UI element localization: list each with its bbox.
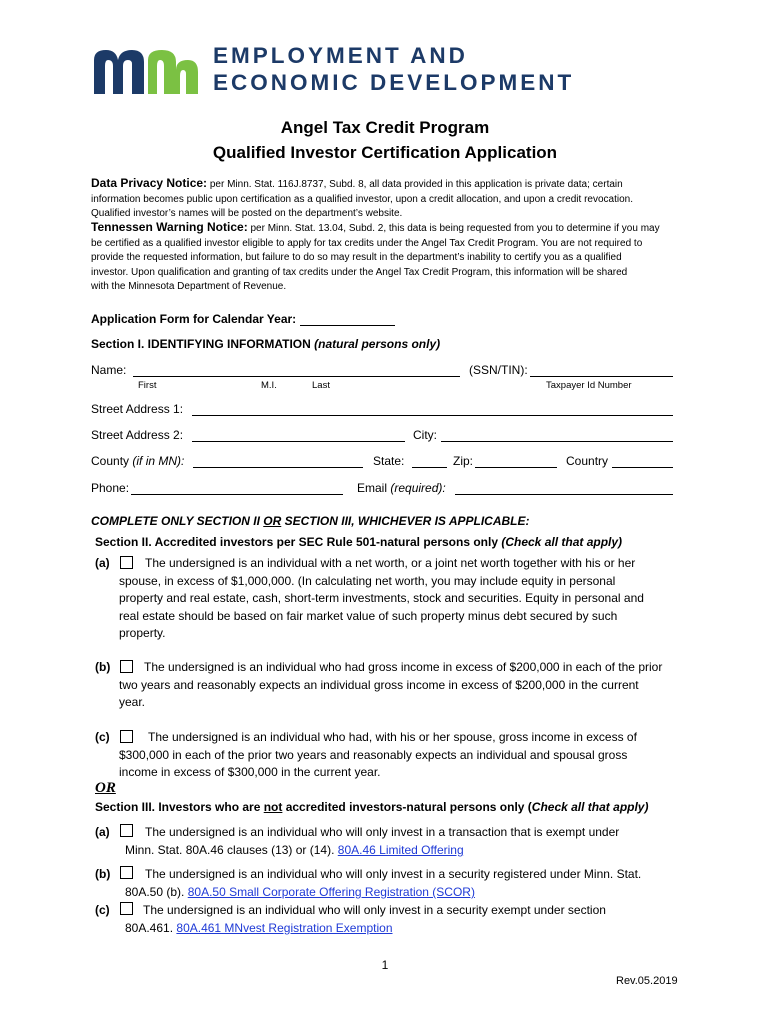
section-2-item-a-tag: (a) bbox=[95, 556, 110, 570]
taxpayer-id-sublabel: Taxpayer Id Number bbox=[546, 380, 632, 391]
program-title: Angel Tax Credit Program bbox=[280, 118, 490, 137]
email-label: Email bbox=[357, 481, 388, 495]
or-divider: OR bbox=[95, 780, 116, 796]
instruction-text bbox=[91, 514, 530, 528]
section-2-heading bbox=[95, 535, 622, 549]
street-address-2-label: Street Address 2: bbox=[91, 428, 184, 442]
city-field[interactable] bbox=[441, 441, 673, 442]
s2b-line-2: two years and reasonably expects an individual gross income in excess of $200,000 in the current bbox=[119, 677, 639, 692]
section-3-title-not: not bbox=[263, 800, 283, 814]
s3a-line-2: Minn. Stat. 80A.46 clauses (13) or (14). bbox=[125, 843, 335, 857]
email-field[interactable] bbox=[455, 494, 673, 495]
section-2-item-a-text bbox=[119, 555, 680, 643]
section-3-title-a: Section III. Investors who are bbox=[95, 800, 264, 814]
state-field[interactable] bbox=[412, 467, 447, 468]
s2a-line-4: real estate should be based on fair market value of such property minus debt secured by such bbox=[119, 608, 618, 623]
s3b-line-1: The undersigned is an individual who will only invest in a security registered under Minn. Stat. bbox=[145, 867, 642, 881]
s2b-line-3: year. bbox=[119, 695, 146, 709]
ssn-label: (SSN/TIN): bbox=[469, 363, 528, 377]
s2c-line-1: The undersigned is an individual who had, with his or her spouse, gross income in excess of bbox=[148, 730, 637, 744]
tennessen-label: Tennessen Warning Notice: bbox=[91, 220, 248, 234]
section-3-note: Check all that apply) bbox=[531, 800, 649, 814]
zip-field[interactable] bbox=[475, 467, 557, 468]
country-label: Country bbox=[566, 454, 609, 468]
s2c-line-2: $300,000 in each of the prior two years and reasonably expects an individual and spousal gross bbox=[119, 747, 628, 762]
tennessen-text-3: provide the requested information, but failure to do so may result in the department’s inability to certify you as a qualified bbox=[91, 252, 622, 263]
s3a-line-1: The undersigned is an individual who will only invest in a transaction that is exempt under bbox=[145, 825, 620, 839]
county-note: (if in MN): bbox=[132, 454, 185, 468]
street-address-1-label: Street Address 1: bbox=[91, 402, 184, 416]
section-1-note: (natural persons only) bbox=[314, 337, 441, 351]
first-sublabel: First bbox=[138, 380, 157, 391]
county-label-group bbox=[91, 454, 184, 468]
section-2-title: Section II. Accredited investors per SEC Rule 501-natural persons only bbox=[95, 535, 502, 549]
mn-logo bbox=[90, 46, 200, 96]
privacy-text-2: information becomes public upon certification as a qualified investor, upon a credit allocation, and upon a credit revocation. bbox=[91, 193, 633, 205]
section-1-title: Section I. IDENTIFYING INFORMATION bbox=[91, 337, 311, 351]
county-label: County bbox=[91, 454, 130, 468]
mnvest-link[interactable]: 80A.461 MNvest Registration Exemption bbox=[176, 921, 393, 935]
section-2-item-c-text bbox=[119, 729, 680, 782]
section-2-note: (Check all that apply) bbox=[501, 535, 623, 549]
ssn-field[interactable] bbox=[530, 376, 673, 377]
instruction-or: OR bbox=[263, 514, 282, 528]
instruction-part-1: COMPLETE ONLY SECTION II bbox=[91, 514, 264, 528]
section-1-heading bbox=[91, 337, 440, 351]
tennessen-text-1: per Minn. Stat. 13.04, Subd. 2, this data is being requested from you to determine if you may bbox=[250, 223, 660, 234]
calendar-year-label: Application Form for Calendar Year: bbox=[91, 312, 297, 326]
privacy-text-1: per Minn. Stat. 116J.8737, Subd. 8, all data provided in this application is private data; certain bbox=[209, 179, 623, 190]
instruction-part-2: SECTION III, WHICHEVER IS APPLICABLE: bbox=[281, 514, 530, 528]
section-3-item-c-tag: (c) bbox=[95, 903, 110, 917]
s2a-line-5: property. bbox=[119, 626, 166, 640]
s2b-line-1: The undersigned is an individual who had gross income in excess of $200,000 in each of the prior bbox=[144, 660, 663, 674]
privacy-label: Data Privacy Notice: bbox=[91, 176, 208, 190]
privacy-text-3: Qualified investor’s names will be posted on the department’s website. bbox=[91, 208, 403, 219]
state-label: State: bbox=[373, 454, 405, 468]
county-field[interactable] bbox=[193, 467, 363, 468]
tennessen-text-5: with the Minnesota Department of Revenue. bbox=[91, 281, 287, 292]
section-3-heading bbox=[95, 800, 648, 814]
page-number: 1 bbox=[381, 958, 389, 972]
data-privacy-notice bbox=[91, 176, 691, 222]
mi-sublabel: M.I. bbox=[261, 380, 277, 391]
tennessen-text-4: investor. Upon qualification and granting of tax credits under the Angel Tax Credit Program, this information will be shared bbox=[91, 266, 628, 278]
section-2-item-b-tag: (b) bbox=[95, 660, 111, 674]
section-3-item-b-line-2 bbox=[125, 884, 475, 902]
form-title: Qualified Investor Certification Application bbox=[212, 143, 558, 162]
s3c-line-2: 80A.461. bbox=[125, 921, 174, 935]
agency-line-2: ECONOMIC DEVELOPMENT bbox=[213, 70, 575, 95]
last-sublabel: Last bbox=[312, 380, 330, 391]
section-3-item-c-line-2 bbox=[125, 920, 393, 938]
section-3-title-b: accredited investors-natural persons only ( bbox=[282, 800, 532, 814]
s3c-line-1: The undersigned is an individual who will only invest in a security exempt under section bbox=[143, 903, 606, 917]
s2a-line-1: The undersigned is an individual with a net worth, or a joint net worth together with his or her bbox=[145, 556, 636, 570]
city-label: City: bbox=[413, 428, 437, 442]
zip-label: Zip: bbox=[453, 454, 474, 468]
email-label-group bbox=[357, 481, 446, 495]
s2a-line-2: spouse, in excess of $1,000,000. (In calculating net worth, you may include equity in personal bbox=[119, 573, 616, 588]
phone-label: Phone: bbox=[91, 481, 130, 495]
revision-label: Rev.05.2019 bbox=[616, 975, 678, 987]
name-label: Name: bbox=[91, 363, 127, 377]
section-3-item-a-tag: (a) bbox=[95, 825, 110, 839]
section-3-item-b-tag: (b) bbox=[95, 867, 111, 881]
section-3-item-b-checkbox[interactable] bbox=[120, 866, 133, 879]
phone-field[interactable] bbox=[131, 494, 343, 495]
section-3-item-c-checkbox[interactable] bbox=[120, 902, 133, 915]
limited-offering-link[interactable]: 80A.46 Limited Offering bbox=[337, 843, 464, 857]
section-2-item-c-tag: (c) bbox=[95, 730, 110, 744]
name-field[interactable] bbox=[133, 376, 460, 377]
country-field[interactable] bbox=[612, 467, 673, 468]
scor-link[interactable]: 80A.50 Small Corporate Offering Registration (SCOR) bbox=[187, 885, 475, 899]
agency-line-1: EMPLOYMENT AND bbox=[213, 43, 468, 68]
email-note: (required): bbox=[390, 481, 446, 495]
tennessen-warning bbox=[91, 220, 691, 295]
section-2-item-b-text bbox=[119, 659, 680, 712]
s3b-line-2: 80A.50 (b). bbox=[125, 885, 185, 899]
agency-name bbox=[213, 42, 574, 96]
s2c-line-3: income in excess of $300,000 in the current year. bbox=[119, 765, 381, 779]
calendar-year-field[interactable] bbox=[300, 325, 395, 326]
street-address-1-field[interactable] bbox=[192, 415, 673, 416]
tennessen-text-2: be certified as a qualified investor eligible to apply for tax credits under the Angel Tax Credit Program. You are not required to bbox=[91, 237, 643, 249]
s2a-line-3: property and real estate, cash, short-term investments, stock and securities. Equity in personal and bbox=[119, 591, 644, 605]
street-address-2-field[interactable] bbox=[192, 441, 405, 442]
section-3-item-a-checkbox[interactable] bbox=[120, 824, 133, 837]
section-3-item-a-line-2 bbox=[125, 842, 464, 860]
